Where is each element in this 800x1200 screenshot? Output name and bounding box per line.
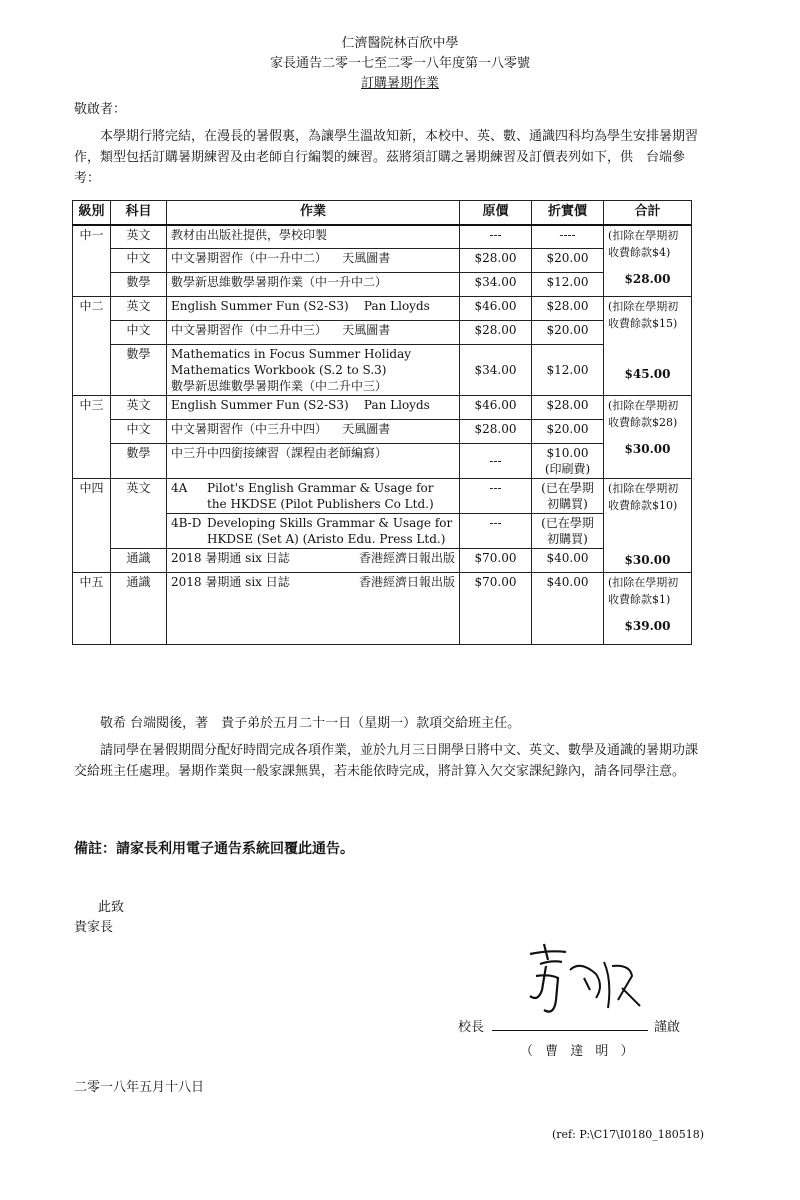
table-row xyxy=(73,444,692,479)
work-title-zh: 數學新思維數學暑期作業（中二升中三） xyxy=(171,379,388,393)
work-cell xyxy=(167,479,460,514)
discount-cell: $12.00 xyxy=(532,273,604,297)
total-amount: $30.00 xyxy=(624,553,671,567)
work-title: 2018 暑期通 six 日誌 xyxy=(171,575,290,589)
discount-cell xyxy=(532,444,604,479)
discount-cell: $40.00 xyxy=(532,549,604,573)
discount-cell: ---- xyxy=(532,225,604,249)
price-cell: $34.00 xyxy=(460,345,532,396)
work-cell xyxy=(167,549,460,573)
subject-cell: 中文 xyxy=(111,321,167,345)
signature-line xyxy=(492,1030,648,1031)
table-row xyxy=(73,225,692,249)
total-note: (扣除在學期初收費餘款$28) xyxy=(608,399,679,429)
work-title: 中文暑期習作（中二升中三） xyxy=(171,323,328,337)
addressee: 貴家長 xyxy=(74,920,114,935)
subject-cell: 數學 xyxy=(111,273,167,297)
price-cell: --- xyxy=(460,479,532,514)
total-note: (扣除在學期初收費餘款$15) xyxy=(608,300,679,330)
salutation: 敬啟者： xyxy=(74,102,127,117)
class-code: 4A xyxy=(171,481,188,495)
subject-cell: 中文 xyxy=(111,249,167,273)
work-title: English Summer Fun (S2-S3) xyxy=(171,299,349,313)
total-cell xyxy=(604,396,692,479)
work-cell xyxy=(167,396,460,420)
discount-note: (印刷費) xyxy=(544,462,591,476)
publisher: 天風圖書 xyxy=(342,422,391,436)
total-cell xyxy=(604,297,692,396)
price-cell: $70.00 xyxy=(460,549,532,573)
total-cell xyxy=(604,225,692,297)
work-title-en: Mathematics in Focus Summer Holiday Mathematics Workbook (S.2 to S.3) xyxy=(171,347,412,377)
notice-date: 二零一八年五月十八日 xyxy=(74,1080,205,1095)
col-header-subject: 科目 xyxy=(111,201,167,225)
price-cell: $28.00 xyxy=(460,321,532,345)
total-note: (扣除在學期初收費餘款$1) xyxy=(608,576,679,606)
homework-reminder-paragraph: 請同學在暑假期間分配好時間完成各項作業，並於九月三日開學日將中文、英文、數學及通識的暑期功課交給班主任處理。暑期作業與一般家課無異，若未能依時完成，將計算入欠交家課紀錄內，請各同學注意。 xyxy=(74,743,699,779)
col-header-price: 原價 xyxy=(460,201,532,225)
subject-cell: 數學 xyxy=(111,345,167,396)
price-cell: --- xyxy=(460,514,532,549)
work-cell xyxy=(167,321,460,345)
price-cell: $28.00 xyxy=(460,249,532,273)
publisher: Pan Lloyds xyxy=(363,398,430,412)
table-row xyxy=(73,249,692,273)
price-cell: $34.00 xyxy=(460,273,532,297)
discount-cell: $20.00 xyxy=(532,321,604,345)
work-title: 中文暑期習作（中一升中二） xyxy=(171,251,328,265)
total-amount: $30.00 xyxy=(624,442,671,456)
table-row xyxy=(73,297,692,321)
remark: 備註：請家長利用電子通告系統回覆此通告。 xyxy=(74,841,354,857)
level-cell: 中四 xyxy=(73,479,111,573)
subject-cell: 英文 xyxy=(111,479,167,549)
work-cell: 中三升中四銜接練習（課程由老師編寫） xyxy=(167,444,460,479)
principal-signature xyxy=(500,930,660,1020)
table-row xyxy=(73,321,692,345)
table-header-row xyxy=(73,201,692,225)
publisher: Pan Lloyds xyxy=(363,299,430,313)
work-title: Pilot's English Grammar & Usage for the HKDSE (Pilot Publishers Co Ltd.) xyxy=(207,481,434,511)
discount-value: $10.00 xyxy=(546,446,589,460)
table-row xyxy=(73,549,692,573)
total-note: (扣除在學期初收費餘款$4) xyxy=(608,228,679,259)
price-cell: --- xyxy=(460,225,532,249)
table-row xyxy=(73,273,692,297)
work-cell xyxy=(167,573,460,645)
work-title: English Summer Fun (S2-S3) xyxy=(171,398,349,412)
class-code: 4B-D xyxy=(171,516,202,530)
work-cell xyxy=(167,420,460,444)
discount-cell: $40.00 xyxy=(532,573,604,645)
homework-table xyxy=(72,200,692,645)
total-amount: $28.00 xyxy=(624,271,671,286)
subject-cell: 英文 xyxy=(111,297,167,321)
discount-cell: $28.00 xyxy=(532,396,604,420)
work-cell xyxy=(167,514,460,549)
discount-cell: $28.00 xyxy=(532,297,604,321)
work-cell xyxy=(167,297,460,321)
subject-cell: 英文 xyxy=(111,225,167,249)
subject-cell: 中文 xyxy=(111,420,167,444)
col-header-discount: 折實價 xyxy=(532,201,604,225)
publisher: 天風圖書 xyxy=(342,323,391,337)
subject-cell: 通識 xyxy=(111,573,167,645)
subject-cell: 英文 xyxy=(111,396,167,420)
reference-code: (ref: P:\C17\I0180_180518) xyxy=(552,1128,704,1141)
work-cell: 教材由出版社提供，學校印製 xyxy=(167,225,460,249)
subject-cell: 通識 xyxy=(111,549,167,573)
total-cell xyxy=(604,573,692,645)
work-cell xyxy=(167,249,460,273)
principal-title: 校長 xyxy=(458,1020,485,1035)
total-amount: $39.00 xyxy=(624,619,671,633)
work-title: Developing Skills Grammar & Usage for HKDSE (Set A) (Aristo Edu. Press Ltd.) xyxy=(207,516,453,546)
work-cell: 數學新思維數學暑期作業（中一升中二） xyxy=(167,273,460,297)
publisher: 香港經濟日報出版 xyxy=(358,575,455,589)
total-cell xyxy=(604,479,692,573)
principal-name: （ 曹 達 明 ） xyxy=(520,1044,638,1059)
col-header-work: 作業 xyxy=(167,201,460,225)
level-cell: 中一 xyxy=(73,225,111,297)
discount-cell: (已在學期初購買) xyxy=(532,479,604,514)
respect-closing: 謹啟 xyxy=(654,1020,681,1035)
table-row xyxy=(73,396,692,420)
closing-greeting: 此致 xyxy=(98,900,125,915)
closing-line: 敬希 台端閱後，著 貴子弟於五月二十一日（星期一）款項交給班主任。 xyxy=(100,716,521,731)
intro-paragraph: 本學期行將完結，在漫長的暑假裏，為讓學生溫故知新，本校中、英、數、通識四科均為學生安排暑期習作，類型包括訂購暑期練習及由老師自行編製的練習。茲將須訂購之暑期練習及訂價表列如下，供 台端參考： xyxy=(74,129,699,186)
publisher: 天風圖書 xyxy=(342,251,391,265)
school-name: 仁濟醫院林百欣中學 xyxy=(341,36,459,51)
discount-cell: $20.00 xyxy=(532,249,604,273)
notice-number: 家長通告二零一七至二零一八年度第一八零號 xyxy=(269,56,530,71)
col-header-total: 合計 xyxy=(604,201,692,225)
subject-cell: 數學 xyxy=(111,444,167,479)
notice-subject: 訂購暑期作業 xyxy=(360,76,439,91)
publisher: 香港經濟日報出版 xyxy=(358,551,455,565)
table-row xyxy=(73,479,692,514)
level-cell: 中五 xyxy=(73,573,111,645)
work-cell xyxy=(167,345,460,396)
total-amount: $45.00 xyxy=(624,367,671,381)
price-cell: $46.00 xyxy=(460,396,532,420)
price-cell: --- xyxy=(460,444,532,479)
discount-cell: $12.00 xyxy=(532,345,604,396)
col-header-level: 級別 xyxy=(73,201,111,225)
price-cell: $28.00 xyxy=(460,420,532,444)
price-cell: $46.00 xyxy=(460,297,532,321)
table-row xyxy=(73,420,692,444)
price-cell: $70.00 xyxy=(460,573,532,645)
level-cell: 中三 xyxy=(73,396,111,479)
total-note: (扣除在學期初收費餘款$10) xyxy=(608,482,679,512)
discount-cell: (已在學期初購買) xyxy=(532,514,604,549)
table-row xyxy=(73,573,692,645)
table-row xyxy=(73,345,692,396)
level-cell: 中二 xyxy=(73,297,111,396)
work-title: 中文暑期習作（中三升中四） xyxy=(171,422,328,436)
work-title: 2018 暑期通 six 日誌 xyxy=(171,551,290,565)
discount-cell: $20.00 xyxy=(532,420,604,444)
